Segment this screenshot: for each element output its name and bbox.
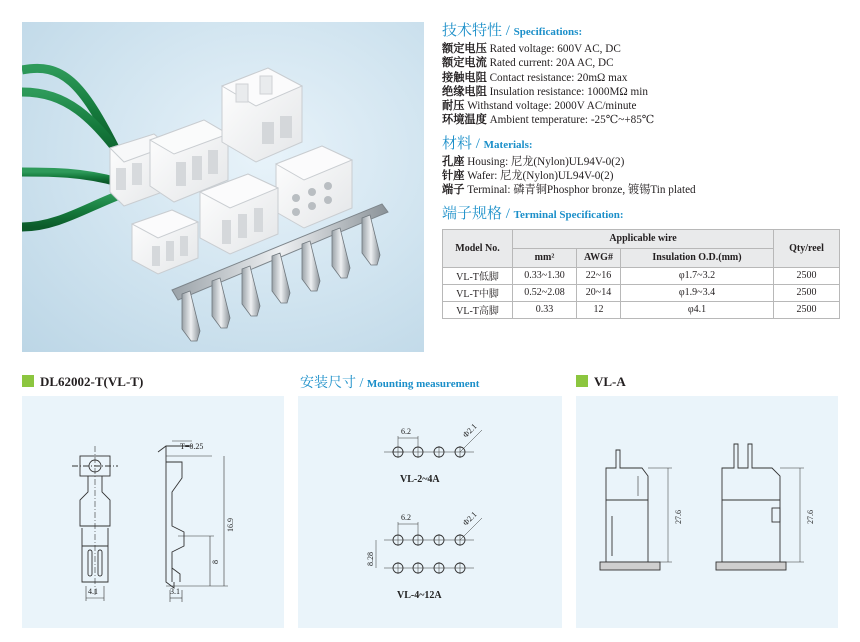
cell-model: VL-T中脚 [443, 284, 513, 301]
section-title-mount-en: Mounting measurement [366, 378, 480, 390]
terminal-spec-title [442, 205, 842, 225]
spec-value: Contact resistance: 20mΩ max [489, 71, 628, 84]
section-header-dl [22, 374, 143, 390]
label-vl-4-12a: VL-4~12A [397, 590, 442, 601]
dim-width-front: 4.1 [88, 587, 98, 596]
spec-value: Ambient temperature: -25℃~+85℃ [489, 114, 655, 127]
header-qty: Qty/reel [774, 229, 840, 267]
spec-label-cn: 环境温度 [442, 114, 487, 127]
cell-awg: 22~16 [577, 267, 621, 284]
spec-label-cn: 额定电流 [442, 57, 487, 70]
section-header-mounting [300, 372, 479, 392]
dim-pitch-a: 6.2 [401, 427, 411, 436]
dim-thickness: T=0.25 [180, 442, 204, 451]
material-line [442, 155, 842, 169]
section-title-mount-cn: 安装尺寸 / [300, 376, 364, 391]
spec-label-cn: 耐压 [442, 100, 465, 113]
header-model: Model No. [443, 229, 513, 267]
green-square-icon [22, 375, 34, 387]
section-title-dl: DL62002-T(VL-T) [40, 374, 144, 389]
cell-qty: 2500 [774, 267, 840, 284]
terminal-spec-title-cn: 端子规格 / [442, 205, 510, 222]
terminal-drawing-panel [22, 396, 284, 628]
spec-line [442, 56, 842, 70]
terminal-drawing [22, 396, 284, 628]
dim-height-2: 8 [211, 560, 220, 564]
material-line [442, 169, 842, 183]
mounting-drawing [298, 396, 562, 628]
green-square-icon [576, 375, 588, 387]
spec-value: Withstand voltage: 2000V AC/minute [467, 100, 637, 113]
material-line [442, 183, 842, 197]
dim-diameter-a: Φ2.1 [461, 421, 479, 440]
table-row [443, 284, 840, 301]
terminal-spec-title-en: Terminal Specification: [513, 208, 624, 221]
header-applicable-wire: Applicable wire [513, 229, 774, 248]
spec-line [442, 99, 842, 113]
material-label-cn: 端子 [442, 184, 465, 197]
vla-drawing-panel [576, 396, 838, 628]
material-value: Terminal: 磷青铜Phosphor bronze, 镀锡Tin plated [467, 184, 696, 197]
specifications-title-en: Specifications: [513, 26, 583, 38]
section-header-vla [576, 374, 626, 390]
spec-line [442, 113, 842, 127]
dim-row-gap: 8.28 [366, 552, 375, 566]
spec-value: Rated voltage: 600V AC, DC [489, 43, 621, 55]
specifications-block [442, 22, 842, 319]
specifications-title [442, 22, 842, 42]
terminal-spec-table [442, 229, 840, 319]
header-od: Insulation O.D.(mm) [621, 248, 774, 267]
material-label-cn: 针座 [442, 170, 465, 183]
spec-label-cn: 接触电阻 [442, 71, 487, 84]
spec-line [442, 85, 842, 99]
dim-width-side: 3.1 [170, 587, 180, 596]
cell-qty: 2500 [774, 301, 840, 318]
spec-line [442, 71, 842, 85]
materials-title-en: Materials: [483, 138, 533, 151]
section-title-vla: VL-A [594, 374, 626, 389]
dim-height-right: 27.6 [806, 510, 815, 524]
dim-diameter-b: Φ2.1 [461, 509, 479, 528]
header-mm2: mm² [513, 248, 577, 267]
spec-line [442, 42, 842, 56]
header-awg: AWG# [577, 248, 621, 267]
cell-awg: 12 [577, 301, 621, 318]
spec-label-cn: 绝缘电阻 [442, 85, 487, 98]
material-label-cn: 孔座 [442, 155, 465, 168]
table-header-row [443, 229, 840, 248]
table-row [443, 267, 840, 284]
cell-od: φ1.9~3.4 [621, 284, 774, 301]
cell-qty: 2500 [774, 284, 840, 301]
material-value: Wafer: 尼龙(Nylon)UL94V-0(2) [467, 170, 614, 183]
cell-od: φ4.1 [621, 301, 774, 318]
label-vl-2-4a: VL-2~4A [400, 474, 440, 485]
mounting-drawing-panel [298, 396, 562, 628]
cell-model: VL-T高脚 [443, 301, 513, 318]
connector-product-image [22, 22, 424, 352]
cell-mm2: 0.52~2.08 [513, 284, 577, 301]
dim-height-left: 27.6 [674, 510, 683, 524]
dim-height: 16.9 [226, 518, 235, 532]
product-photo [22, 22, 424, 352]
cell-mm2: 0.33 [513, 301, 577, 318]
spec-value: Rated current: 20A AC, DC [489, 57, 614, 70]
cell-awg: 20~14 [577, 284, 621, 301]
materials-title-cn: 材料 / [442, 135, 480, 152]
dim-pitch-b: 6.2 [401, 513, 411, 522]
cell-model: VL-T低脚 [443, 267, 513, 284]
table-row [443, 301, 840, 318]
cell-od: φ1.7~3.2 [621, 267, 774, 284]
spec-value: Insulation resistance: 1000MΩ min [489, 85, 648, 98]
vla-drawing [576, 396, 838, 628]
cell-mm2: 0.33~1.30 [513, 267, 577, 284]
spec-label-cn: 额定电压 [442, 43, 487, 55]
specifications-title-cn: 技术特性 / [442, 23, 510, 39]
materials-title [442, 135, 842, 155]
material-value: Housing: 尼龙(Nylon)UL94V-0(2) [467, 155, 625, 168]
